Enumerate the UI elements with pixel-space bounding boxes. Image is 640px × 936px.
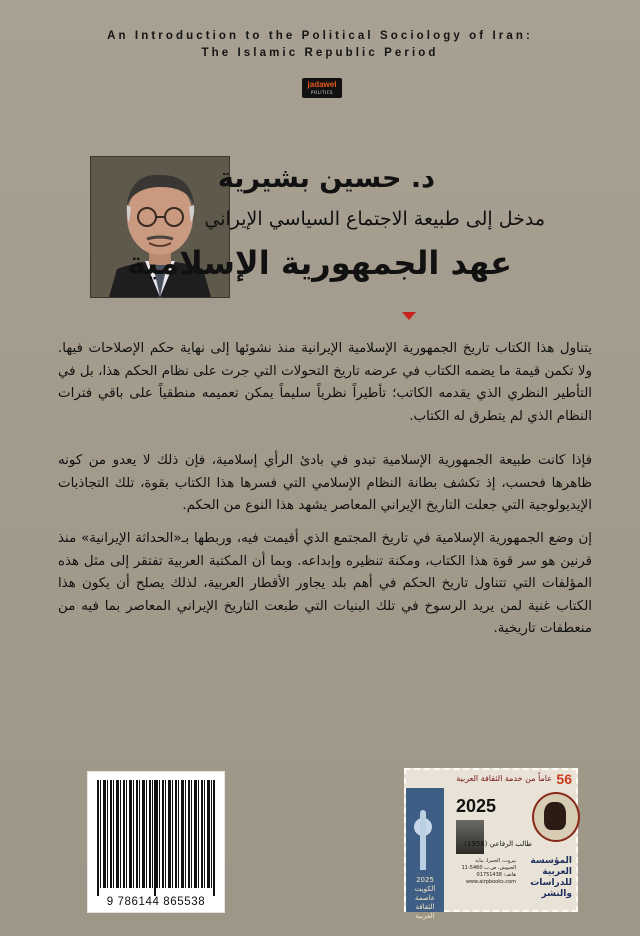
stamp-year: 2025 bbox=[456, 796, 497, 816]
person-portrait bbox=[456, 820, 484, 854]
stamp-org-line: والنشر bbox=[541, 889, 572, 899]
barcode-guard-left bbox=[97, 780, 99, 896]
barcode-bars bbox=[97, 780, 215, 888]
blurb-paragraph-1: يتناول هذا الكتاب تاريخ الجمهورية الإسلامية الإيرانية منذ نشوئها إلى نهاية حكم الإصلاحات فيها. ولا تكمن قيمة ما يضمه الكتاب في عرضه تاريخ التحولات التي جرت على نظام الحكم هذا، بل في التأطير النظري الذي يقدمه الكاتب؛ تأطيراً نظرياً سليماً يمكن تعميمه منطقياً على باقي فترات النظام الذي لم يتطرق له الكتاب. bbox=[58, 341, 592, 424]
red-triangle-marker-icon bbox=[402, 312, 416, 320]
publisher-logo-sub: POLITICS bbox=[311, 90, 333, 95]
english-title-line-2: The Islamic Republic Period bbox=[201, 47, 439, 59]
stamp-contact-line: www.airpbooks.com bbox=[465, 879, 516, 885]
stamp-contact-line: بيروت، الحمرا، بناية bbox=[475, 858, 516, 864]
kuwait-panel-year: 2025 bbox=[416, 876, 434, 884]
stamp-header: عاماً من خدمة الثقافة العربية bbox=[456, 774, 552, 783]
barcode bbox=[87, 771, 225, 913]
publisher-stamp bbox=[404, 768, 578, 920]
kuwait-panel bbox=[406, 788, 444, 920]
publisher-logo bbox=[302, 78, 342, 98]
tower-icon bbox=[420, 810, 426, 870]
stamp-org-line: للدراسات bbox=[530, 878, 572, 888]
stamp-contact bbox=[446, 858, 516, 886]
stamp-contact-line: هاتف: 01751438 bbox=[476, 872, 516, 878]
kuwait-panel-caption: الكويت عاصمة الثقافة العربية bbox=[414, 885, 436, 920]
book-subtitle: مدخل إلى طبيعة الاجتماع السياسي الإيراني bbox=[204, 208, 545, 230]
falcon-icon bbox=[544, 802, 566, 830]
kuwait-panel-text bbox=[408, 876, 442, 921]
barcode-guard-center bbox=[154, 780, 156, 896]
stamp-number: 56 bbox=[556, 771, 572, 787]
stamp-org-line: المؤسسة bbox=[530, 856, 572, 866]
stamp-org-line: العربية bbox=[542, 867, 572, 877]
english-title-line-1: An Introduction to the Political Sociology of Iran: bbox=[107, 30, 533, 42]
author-name: د. حسين بشيرية bbox=[217, 163, 435, 194]
stamp-contact-line: الجيوش، ص.ب 5460-11 bbox=[461, 865, 516, 871]
blurb-paragraph-2: فإذا كانت طبيعة الجمهورية الإسلامية تبدو في بادئ الرأي إسلامية، فإن ذلك لا يعدو من كونه ظاهرها فحسب، إذ تكشف بطانة النظام الإسلامي التي فسرها هذا الكتاب بقوة، تلك التجاذبات الإيديولوجية التي جعلت التاريخ الإيراني المعاصر يشهد هذا النوع من الحكم. bbox=[58, 453, 592, 513]
stamp-person-name: طالب الرفاعي (1958) bbox=[464, 840, 532, 848]
barcode-guard-right bbox=[213, 780, 215, 896]
book-main-title: عهد الجمهورية الإسلامية bbox=[126, 244, 512, 282]
stamp-organization bbox=[516, 856, 572, 900]
isbn-number: 9 786144 865538 bbox=[88, 896, 224, 908]
publisher-logo-text: jadawel bbox=[307, 80, 337, 89]
blurb-paragraph-3: إن وضع الجمهورية الإسلامية في تاريخ المجتمع الذي أقيمت فيه، وربطها بـ«الحداثة الإيرانية» منذ قرنين هو سر قوة هذا الكتاب، ومكنة تنظيره وإبداعه. وبما أن المكتبة العربية تفتقر إلى مثل هذه المؤلفات التي تتناول تاريخ الحكم في أهم بلد يجاور الأقطار العربية، لذلك يصلح أن يكون هذا الكتاب غنية لمن يريد الرسوخ في تلك البنيات التي طبعت التاريخ الإيراني المعاصر بما فيه من منعطفات تاريخية. bbox=[58, 531, 592, 636]
falcon-seal-icon bbox=[532, 792, 580, 842]
